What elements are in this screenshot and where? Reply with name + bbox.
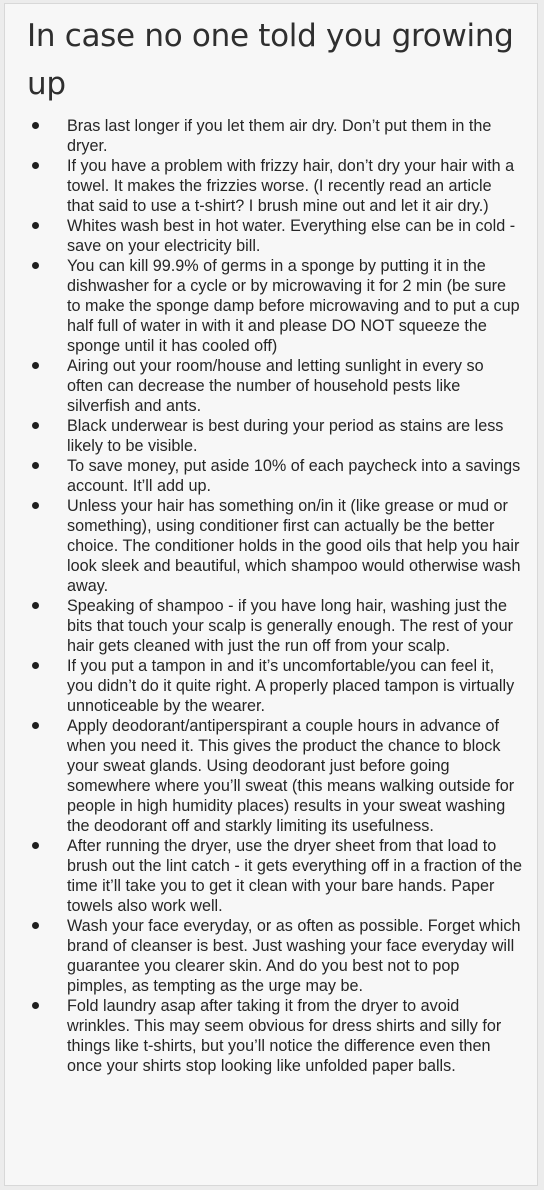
page-title: In case no one told you growing up <box>27 18 514 102</box>
tip-text: Black underwear is best during your period as stains are less likely to be visible. <box>67 417 504 455</box>
bullet-icon <box>32 602 39 609</box>
list-item <box>25 996 523 1076</box>
tip-text: Speaking of shampoo - if you have long hair, washing just the bits that touch your scalp is generally enough. The rest of your hair gets cleaned with just the run off from your scalp. <box>67 597 514 655</box>
bullet-icon <box>32 362 39 369</box>
bullet-icon <box>32 122 39 129</box>
bullet-icon <box>32 722 39 729</box>
list-item <box>25 716 523 836</box>
bullet-icon <box>32 422 39 429</box>
list-item <box>25 156 523 216</box>
tip-text: To save money, put aside 10% of each paycheck into a savings account. It’ll add up. <box>67 457 521 495</box>
bullet-icon <box>32 262 39 269</box>
bullet-icon <box>32 502 39 509</box>
tip-text: If you have a problem with frizzy hair, don’t dry your hair with a towel. It makes the frizzies worse. (I recently read an article that said to use a t-shirt? I brush mine out and let it air dry.) <box>67 157 515 215</box>
tip-text: Apply deodorant/antiperspirant a couple hours in advance of when you need it. This gives the product the chance to block your sweat glands. Using deodorant just before going somewhere where you’ll sweat (this means walking outside for people in high humidity places) results in your sweat washing the deodorant off and starkly limiting its usefulness. <box>67 717 515 835</box>
tip-text: You can kill 99.9% of germs in a sponge by putting it in the dishwasher for a cycle or by microwaving it for 2 min (be sure to make the sponge damp before microwaving and to put a cup half full of water in with it and please DO NOT squeeze the sponge until it has cooled off) <box>67 257 520 355</box>
tip-text: Fold laundry asap after taking it from the dryer to avoid wrinkles. This may seem obvious for dress shirts and silly for things like t-shirts, but you’ll notice the difference even then once your shirts stop looking like unfolded paper balls. <box>67 997 502 1075</box>
list-item <box>25 216 523 256</box>
tip-text: Wash your face everyday, or as often as possible. Forget which brand of cleanser is best. Just washing your face everyday will guarantee you clearer skin. And do you best not to pop pimples, as tempting as the urge may be. <box>67 917 521 995</box>
list-item <box>25 836 523 916</box>
list-item <box>25 596 523 656</box>
list-item <box>25 656 523 716</box>
document-frame <box>4 3 538 1186</box>
list-item <box>25 916 523 996</box>
bullet-icon <box>32 842 39 849</box>
tip-text: Airing out your room/house and letting sunlight in every so often can decrease the number of household pests like silverfish and ants. <box>67 357 484 415</box>
tip-text: Whites wash best in hot water. Everything else can be in cold - save on your electricity bill. <box>67 217 516 255</box>
tip-text: After running the dryer, use the dryer sheet from that load to brush out the lint catch - it gets everything off in a fraction of the time it’ll take you to get it clean with your bare hands. Paper towels also work well. <box>67 837 523 915</box>
bullet-icon <box>32 922 39 929</box>
bullet-icon <box>32 662 39 669</box>
tips-list <box>25 116 523 1076</box>
list-item <box>25 256 523 356</box>
tip-text: Unless your hair has something on/in it (like grease or mud or something), using conditioner first can actually be the better choice. The conditioner holds in the good oils that help you hair look sleek and beautiful, which shampoo would otherwise wash away. <box>67 497 521 595</box>
bullet-icon <box>32 222 39 229</box>
tip-text: Bras last longer if you let them air dry. Don’t put them in the dryer. <box>67 117 492 155</box>
list-item <box>25 116 523 156</box>
list-item <box>25 456 523 496</box>
tip-text: If you put a tampon in and it’s uncomfortable/you can feel it, you didn’t do it quite right. A properly placed tampon is virtually unnoticeable by the wearer. <box>67 657 515 715</box>
bullet-icon <box>32 162 39 169</box>
list-item <box>25 416 523 456</box>
bullet-icon <box>32 462 39 469</box>
bullet-icon <box>32 1002 39 1009</box>
list-item <box>25 496 523 596</box>
list-item <box>25 356 523 416</box>
